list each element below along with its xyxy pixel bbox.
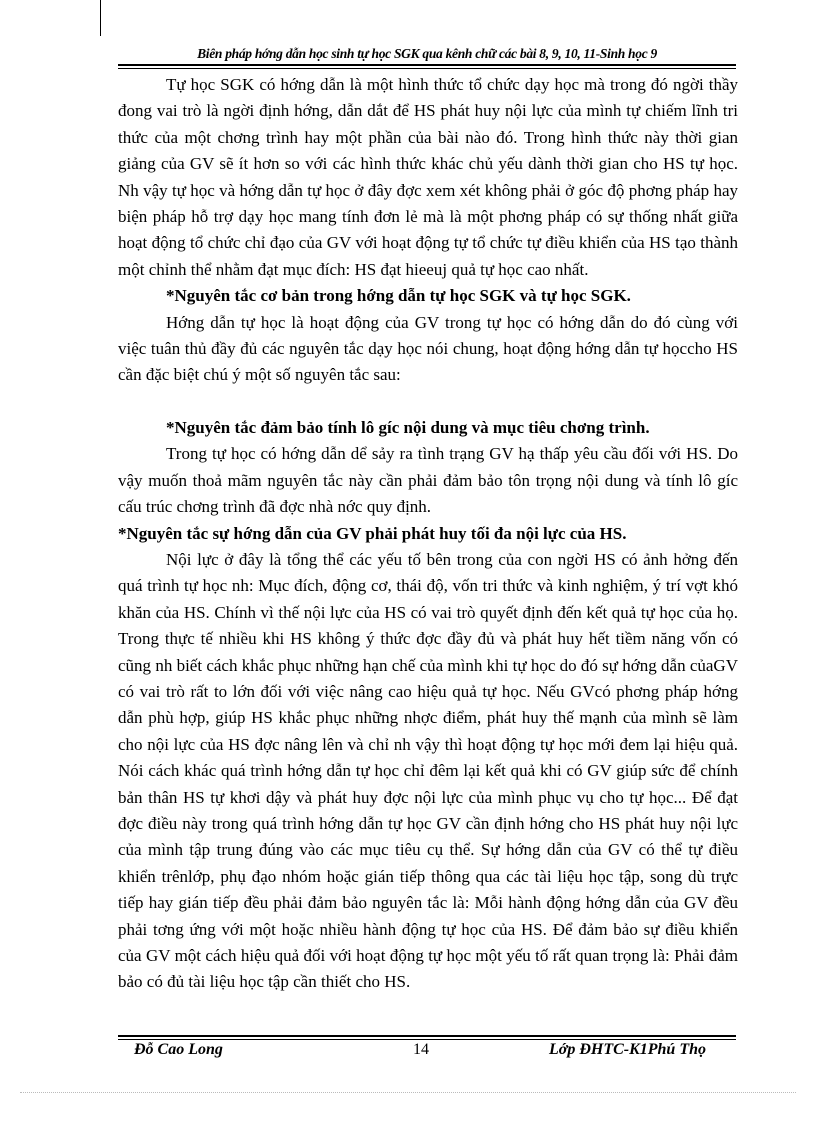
page-bottom-divider [20,1092,796,1093]
heading-logic-principle: *Nguyên tắc đảm bảo tính lô gíc nội dung và mục tiêu chơng trình. [166,417,650,437]
paragraph-inner-strength: Nội lực ở đây là tổng thể các yếu tố bên trong của con ngời HS có ảnh hởng đến quá trình tự học nh: Mục đích, động cơ, thái độ, vốn tri thức và kinh nghiệm, ý trí vợt khó khăn của HS. Chính vì thế nội lực của HS có vai trò quyết định đến kết quả tự học của họ. Trong thực tế nhiều khi HS không ý thức đợc đầy đủ và phát huy hết tiềm năng vốn có cũng nh biết cách khắc phục những hạn chế của mình khi tự học do đó sự hớng dẫn củaGV có vai trò rất to lớn đối với việc nâng cao hiệu quả tự học. Nếu GVcó phơng pháp hớng dẫn phù hợp, giúp HS khắc phục những nhợc điểm, phát huy thế mạnh của mình sẽ làm cho nội lực của HS đợc nâng lên và chỉ nh vậy thì hoạt động tự học mới đem lại hiệu quả. Nói cách khác quá trình hớng dẫn tự học chỉ đêm lại kết quả khi có GV giúp sức để chính bản thân HS tự khơi dậy và phát huy đợc nội lực của mình phục vụ cho tự học... Để đạt đợc điều này trong quá trình hớng dẫn tự học GV cần định hớng cho HS phát huy nội lực của mình tập trung đúng vào các mục tiêu cụ thể. Sự hớng dẫn của GV có thể tự điều khiển trênlớp, phụ đạo nhóm hoặc gián tiếp thông qua các tài liệu học tập, song dù trực tiếp hay gián tiếp đều phải đảm bảo nguyên tắc là: Mỗi hành động hớng dẫn của GV đều phải tơng ứng với một hoặc nhiều hành động tự học của HS. Để đảm bảo sự điều khiển của GV một cách hiệu quả đối với hoạt động tự học một yếu tố rất quan trọng là: Phải đảm bảo có đủ tài liệu học tập cần thiết cho HS. [118,549,738,992]
header-rule-thin [118,68,736,69]
blank-line [118,389,738,415]
footer-rule [118,1035,736,1037]
heading-basic-principles: *Nguyên tắc cơ bản trong hớng dẫn tự học SGK và tự học SGK. [166,286,631,306]
footer-rule-thin [118,1039,736,1040]
footer-author: Đỗ Cao Long [134,1041,223,1058]
page-number: 14 [413,1041,429,1058]
running-footer [118,1041,736,1063]
header-rule [118,64,736,66]
crop-mark [100,0,101,36]
paragraph-principles-intro: Hớng dẫn tự học là hoạt động của GV trong tự học có hớng dẫn do đó cùng với việc tuân thủ đầy đủ các nguyên tắc dạy học nói chung, hoạt động hớng dẫn tự họccho HS cần đặc biệt chú ý một số nguyên tắc sau: [118,312,738,385]
heading-inner-strength-principle: *Nguyên tắc sự hớng dẫn của GV phải phát huy tối đa nội lực của HS. [118,523,627,543]
footer-class: Lớp ĐHTC-K1Phú Thọ [548,1041,706,1058]
paragraph-logic-principle: Trong tự học có hớng dẫn dể sảy ra tình trạng GV hạ thấp yêu cầu đối với HS. Do vậy muốn thoả mãm nguyên tắc này cần phải đảm bảo tôn trọng nội dung và tính lô gíc cấu trúc chơng trình đã đợc nhà nớc quy định. [118,444,738,517]
paragraph-intro: Tự học SGK có hớng dẫn là một hình thức tổ chức dạy học mà trong đó ngời thầy đong vai trò là ngời định hớng, dẫn dắt để HS phát huy nội lực của mình tự chiếm lĩnh tri thức của một chơng trình hay một phần của bài nào đó. Trong hình thức này thời gian giảng của GV sẽ ít hơn so với các hình thức khác chủ yếu dành thời gian cho HS tự học. Nh vậy tự học và hớng dẫn tự học ở đây đợc xem xét không phải ở góc độ phơng pháp hay biện pháp hỗ trợ dạy học mang tính đơn lẻ mà là một phơng pháp có sự thống nhất giữa hoạt động tổ chức chỉ đạo của GV với hoạt động tự tổ chức tự điều khiển của HS tạo thành một chỉnh thể nhằm đạt mục đích: HS đạt hieeuj quả tự học cao nhất. [118,75,738,279]
running-header: Biên pháp hớng dẫn học sinh tự học SGK qua kênh chữ các bài 8, 9, 10, 11-Sinh học 9 [197,46,657,61]
document-body [118,72,738,996]
